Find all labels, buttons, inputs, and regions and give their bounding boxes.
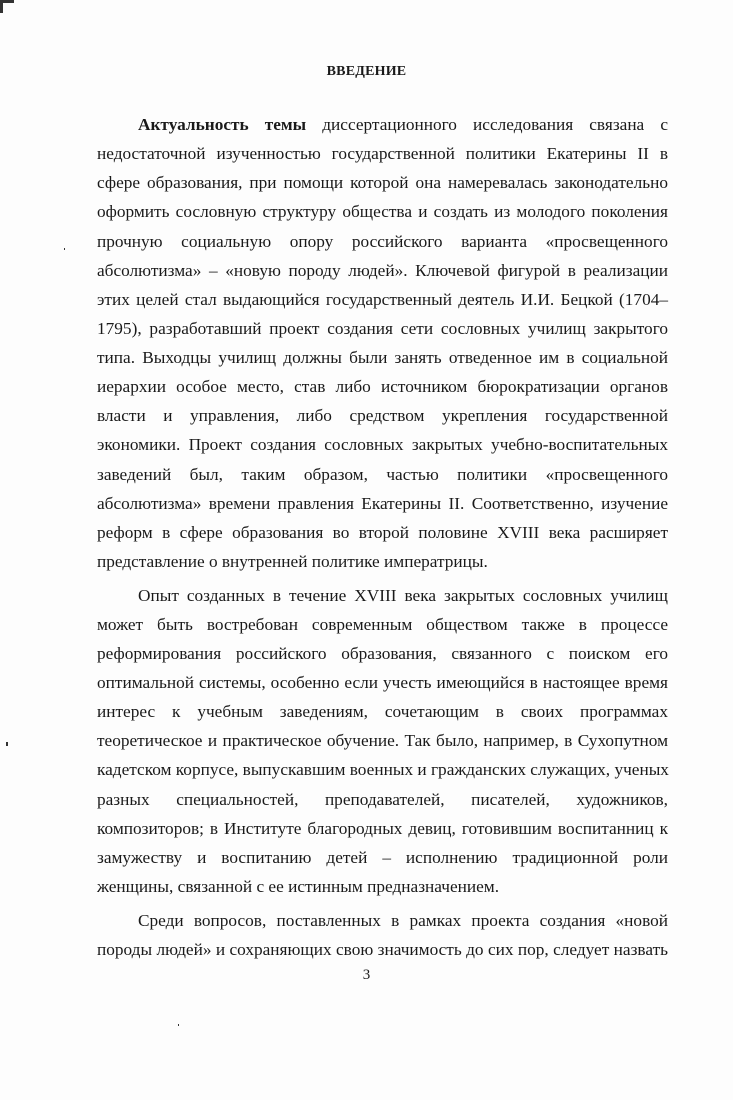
text-line: породы людей» и сохраняющих свою значимость до сих пор, следует назвать (97, 940, 668, 959)
scan-mark (0, 3, 3, 13)
text-line: иерархии особое место, став либо источником бюрократизации органов (97, 377, 668, 396)
page-number: 3 (362, 967, 371, 983)
text-line: интерес к учебным заведениям, сочетающим в своих программах (97, 702, 668, 721)
text-line: разных специальностей, преподавателей, писателей, художников, (97, 790, 668, 809)
text-line: женщины, связанной с ее истинным предназначением. (97, 877, 500, 896)
text-line: Среди вопросов, поставленных в рамках проекта создания «новой (138, 911, 668, 930)
text-line: абсолютизма» – «новую породу людей». Ключевой фигурой в реализации (97, 261, 668, 280)
text-line: теоретическое и практическое обучение. Так было, например, в Сухопутном (97, 731, 668, 750)
text-line: власти и управления, либо средством укрепления государственной (97, 406, 668, 425)
text-line: оптимальной системы, особенно если учесть имеющийся в настоящее время (97, 673, 668, 692)
text-line: может быть востребован современным обществом также в процессе (97, 615, 668, 634)
text-line: композиторов; в Институте благородных девиц, готовившим воспитанниц к (97, 819, 668, 838)
scan-mark (178, 1024, 179, 1026)
text-line: Опыт созданных в течение XVIII века закрытых сословных училищ (138, 586, 668, 605)
bold-lead: Актуальность темы (138, 115, 307, 134)
line-text: диссертационного исследования связана с (306, 115, 669, 134)
section-title: ВВЕДЕНИЕ (326, 64, 407, 79)
text-line: прочную социальную опору российского варианта «просвещенного (97, 232, 668, 251)
text-line: заведений был, таким образом, частью политики «просвещенного (97, 465, 668, 484)
text-line: оформить сословную структуру общества и создать из молодого поколения (97, 202, 668, 221)
scan-mark (6, 742, 8, 746)
text-line: экономики. Проект создания сословных закрытых учебно-воспитательных (97, 435, 668, 454)
text-line: кадетском корпусе, выпускавшим военных и гражданских служащих, ученых (97, 760, 669, 779)
text-line (138, 110, 668, 139)
scan-mark (64, 248, 65, 250)
text-line: замужеству и воспитанию детей – исполнению традиционной роли (97, 848, 668, 867)
text-line: реформирования российского образования, связанного с поиском его (97, 644, 668, 663)
text-line: сфере образования, при помощи которой она намеревалась законодательно (97, 173, 668, 192)
text-line: абсолютизма» времени правления Екатерины II. Соответственно, изучение (97, 494, 668, 513)
text-line: представление о внутренней политике императрицы. (97, 552, 488, 571)
text-line: этих целей стал выдающийся государственный деятель И.И. Бецкой (1704– (97, 290, 668, 309)
text-line: типа. Выходцы училищ должны были занять отведенное им в социальной (97, 348, 668, 367)
text-line: недостаточной изученностью государственной политики Екатерины II в (97, 144, 668, 163)
text-line: 1795), разработавший проект создания сети сословных училищ закрытого (97, 319, 668, 338)
text-line: реформ в сфере образования во второй половине XVIII века расширяет (97, 523, 668, 542)
